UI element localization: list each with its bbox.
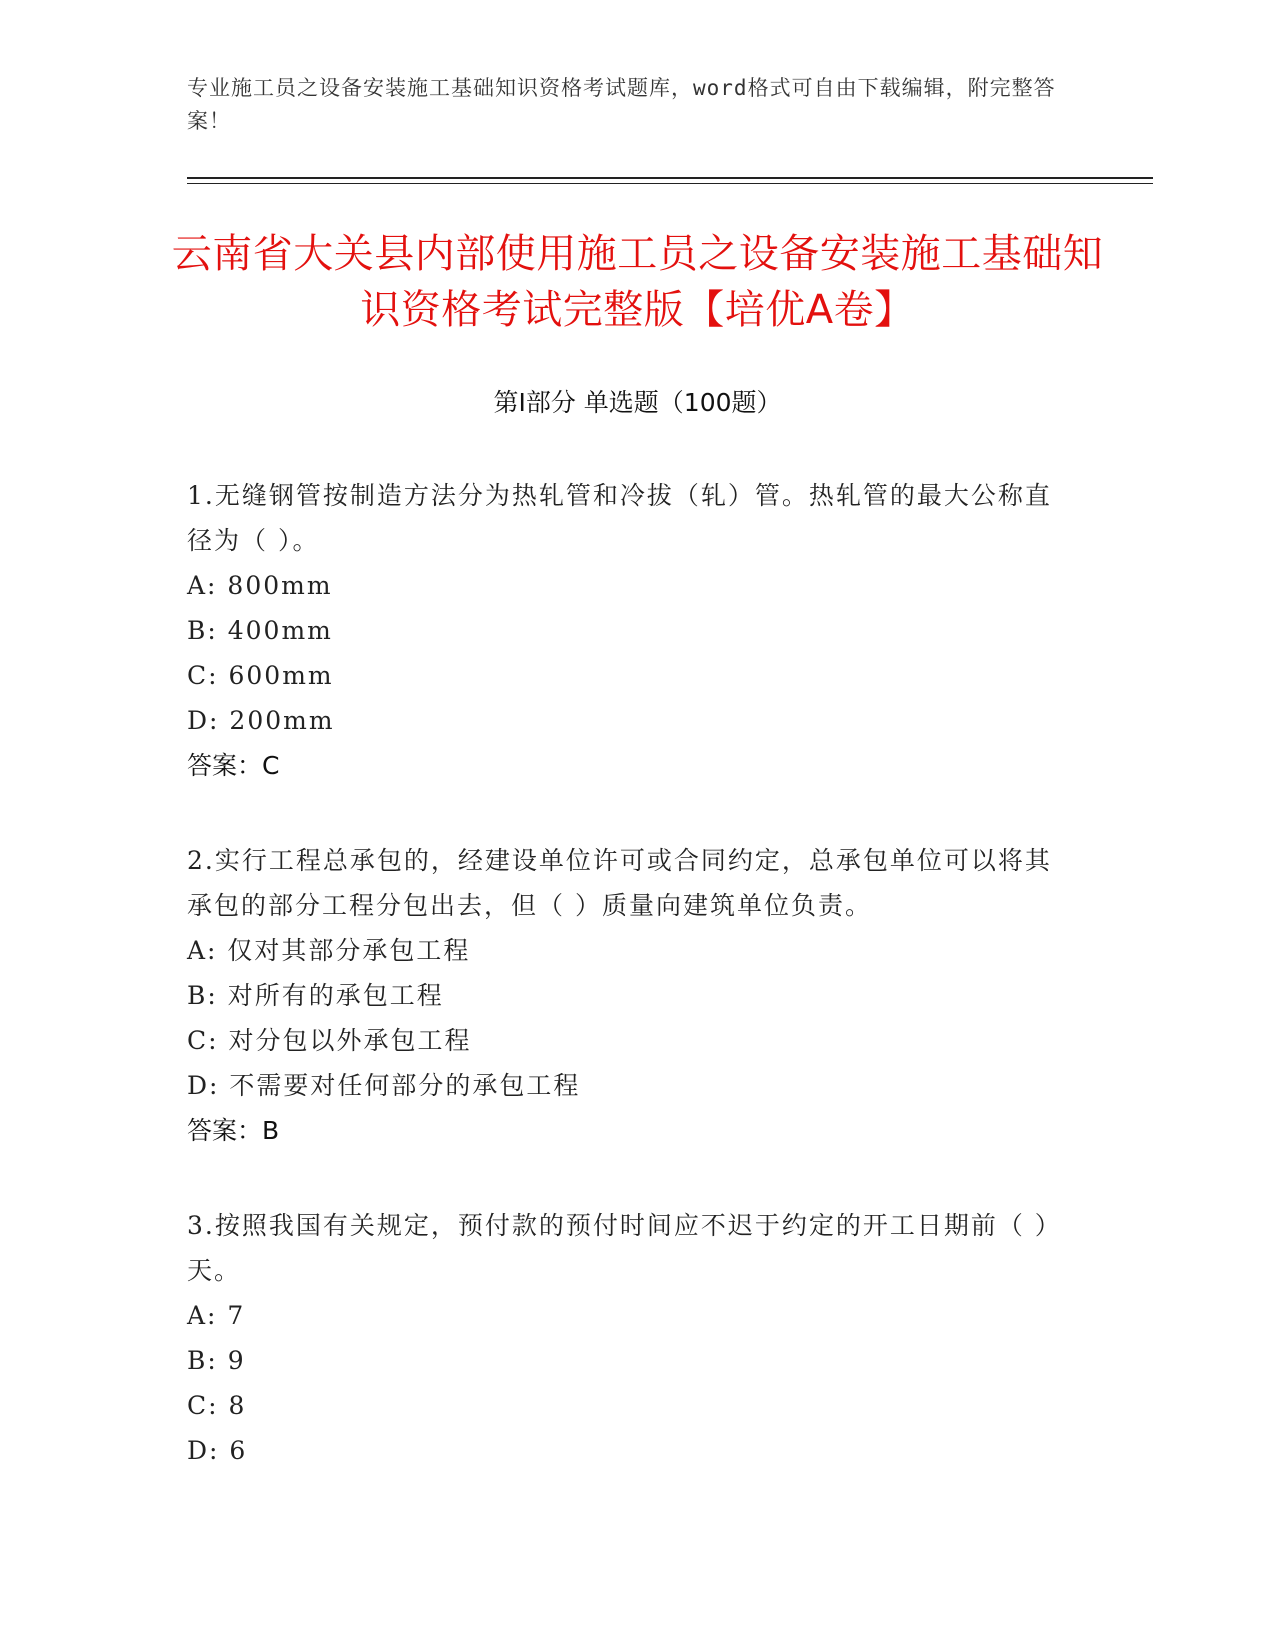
option-b: B: 400mm xyxy=(187,616,333,645)
option-c: C: 8 xyxy=(187,1391,247,1420)
option-a: A: 7 xyxy=(187,1301,246,1330)
question-3 xyxy=(187,1203,1067,1473)
option-d: D: 6 xyxy=(187,1436,248,1465)
option-b: B: 对所有的承包工程 xyxy=(187,981,444,1010)
option-a: A: 仅对其部分承包工程 xyxy=(187,936,471,965)
option-b: B: 9 xyxy=(187,1346,246,1375)
option-c: C: 600mm xyxy=(187,661,334,690)
question-stem: 3.按照我国有关规定，预付款的预付时间应不迟于约定的开工日期前（ ）天。 xyxy=(187,1211,1062,1285)
answer-line: 答案：C xyxy=(187,751,280,780)
question-stem: 2.实行工程总承包的，经建设单位许可或合同约定，总承包单位可以将其承包的部分工程分包出去，但（ ）质量向建筑单位负责。 xyxy=(187,846,1052,920)
document-title: 云南省大关县内部使用施工员之设备安装施工基础知识资格考试完整版【培优A卷】 xyxy=(171,231,1104,333)
option-d: D: 200mm xyxy=(187,706,335,735)
header-rule-thick xyxy=(187,177,1153,179)
option-c: C: 对分包以外承包工程 xyxy=(187,1026,472,1055)
option-d: D: 不需要对任何部分的承包工程 xyxy=(187,1071,581,1100)
section-title: 第Ⅰ部分 单选题（100题） xyxy=(493,388,782,417)
answer-line: 答案：B xyxy=(187,1116,280,1145)
header-rule-thin xyxy=(187,183,1153,184)
question-1 xyxy=(187,473,1067,788)
question-2 xyxy=(187,838,1067,1153)
header-note: 专业施工员之设备安装施工基础知识资格考试题库，word格式可自由下载编辑，附完整答案！ xyxy=(187,76,1056,133)
option-a: A: 800mm xyxy=(187,571,333,600)
question-stem: 1.无缝钢管按制造方法分为热轧管和冷拔（轧）管。热轧管的最大公称直径为（ ）。 xyxy=(187,481,1052,555)
